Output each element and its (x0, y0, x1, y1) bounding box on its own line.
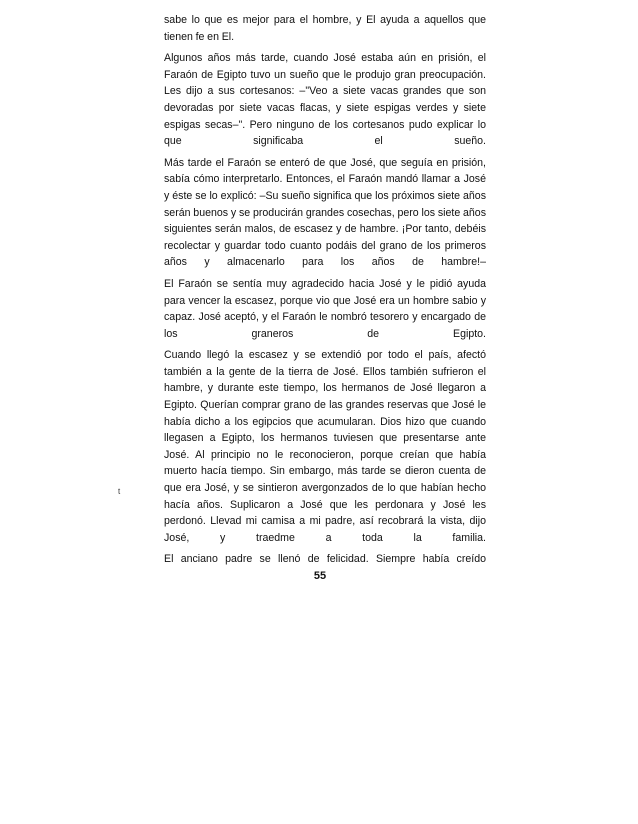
paragraph-6: El anciano padre se llenó de felicidad. Siempre había creído (164, 553, 486, 566)
paragraph-5: Cuando llegó la escasez y se extendió por todo el país, afectó también a la gente de la tierra de José. Ellos también sufrieron el hambre, y durante este tiempo, los hermanos de José llegaron a Egipto. Querían comprar grano de las grandes reservas que José le había dicho a los egipcios que acumularan. Dios hizo que cuando llegasen a Egipto, los hermanos tuviesen que presentarse ante José. Al principio no le reconocieron, porque creían que había muerto hacía tiempo. Sin embargo, más tarde se dieron cuenta de que era José, y se sintieron avergonzados de lo que habían hecho hacía años. Suplicaron a José que les perdonara y José les perdonó. Llevad mi camisa a mi padre, así recobrará la vista, dijo José, y traedme a toda la familia. (164, 349, 486, 544)
paragraph-2: Algunos años más tarde, cuando José estaba aún en prisión, el Faraón de Egipto tuvo un sueño que le produjo gran preocupación. Les dijo a sus cortesanos: –"Veo a siete vacas grandes que son devoradas por siete vacas flacas, y siete espigas verdes y siete espigas secas–". Pero ninguno de los cortesanos pudo explicar lo que significaba el sueño. (164, 52, 486, 148)
page-number: 55 (313, 570, 327, 582)
paragraph-1: sabe lo que es mejor para el hombre, y El ayuda a aquellos que tienen fe en El. (164, 14, 486, 43)
paragraph-3: Más tarde el Faraón se enteró de que José, que seguía en prisión, sabía cómo interpretarlo. Entonces, el Faraón mandó llamar a José y éste se lo explicó: –Su sueño significa que los próximos siete años serán buenos y se producirán grandes cosechas, pero los siete años siguientes serán malos, de escasez y de hambre. ¡Por tanto, debéis recolectar y guardar todo cuanto podáis del grano de los primeros años y almacenarlo para los años de hambre!– (164, 156, 486, 269)
body-text (164, 12, 486, 573)
margin-mark: t (118, 487, 121, 496)
paragraph-4: El Faraón se sentía muy agradecido hacia José y le pidió ayuda para vencer la escasez, porque vio que José era un hombre sabio y capaz. José aceptó, y el Faraón le nombró tesorero y encargado de los graneros de Egipto. (164, 277, 486, 340)
